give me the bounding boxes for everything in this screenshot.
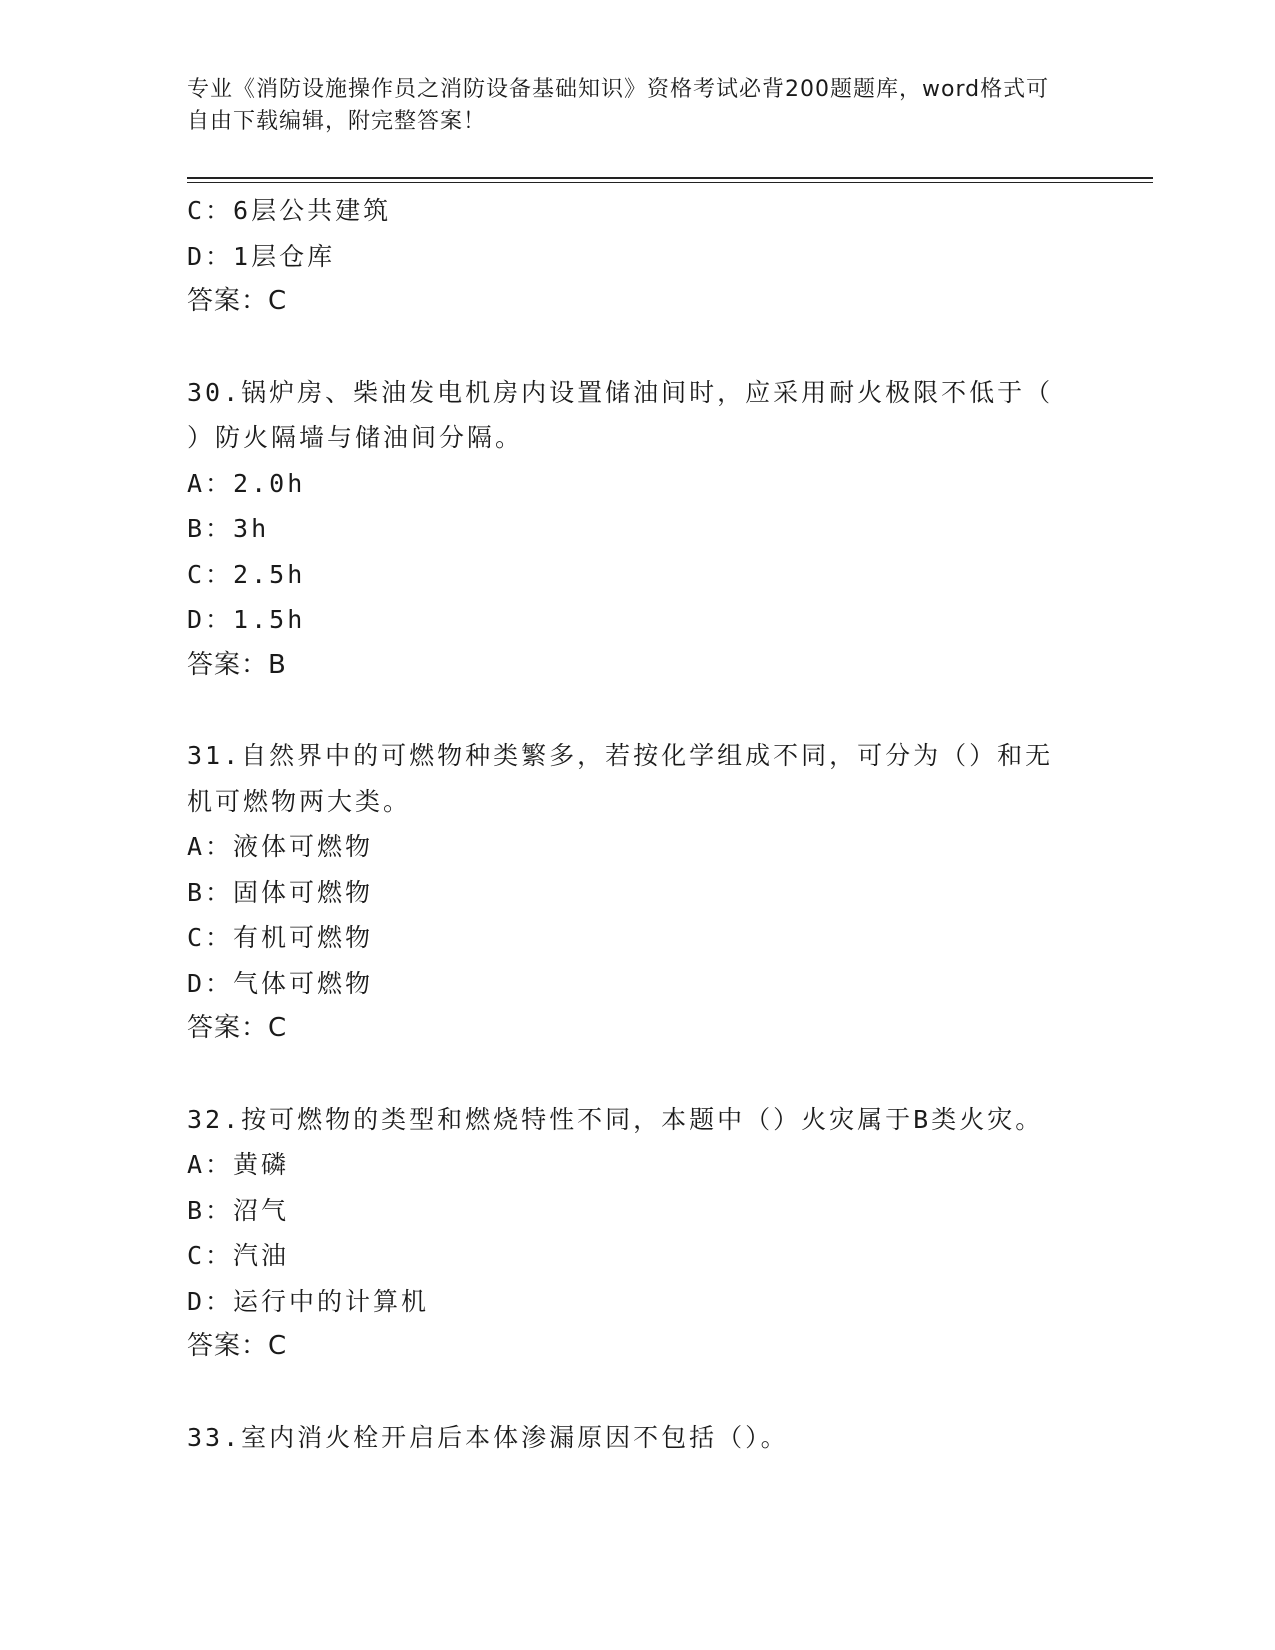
option-d: D：1层仓库: [187, 241, 336, 271]
header-divider: [187, 177, 1153, 179]
option-a: A：2.0h: [187, 468, 306, 498]
question-31: [187, 733, 1087, 1052]
option-a: A：液体可燃物: [187, 832, 374, 861]
option-b: B：3h: [187, 514, 270, 543]
answer-label: 答案：C: [187, 1013, 288, 1043]
option-c: C：有机可燃物: [187, 923, 374, 952]
question-text-cont: 机可燃物两大类。: [187, 786, 412, 816]
header-title: 专业《消防设施操作员之消防设备基础知识》资格考试必背200题题库，word格式可自由下载编辑，附完整答案！: [187, 77, 1050, 134]
option-d: D：气体可燃物: [187, 968, 374, 998]
document-header: [187, 74, 1067, 138]
option-b: B：沼气: [187, 1195, 290, 1225]
question-33: [187, 1415, 1087, 1461]
question-text-cont: ）防火隔墙与储油间分隔。: [187, 423, 524, 452]
option-a: A：黄磷: [187, 1150, 290, 1179]
question-30: [187, 370, 1087, 689]
answer-label: 答案：B: [187, 649, 287, 680]
question-content: [187, 188, 1087, 1460]
question-text: 33.室内消火栓开启后本体渗漏原因不包括（）。: [187, 1422, 789, 1452]
option-d: D：运行中的计算机: [187, 1286, 430, 1316]
question-text: 30.锅炉房、柴油发电机房内设置储油间时，应采用耐火极限不低于（: [187, 377, 1054, 407]
option-b: B：固体可燃物: [187, 877, 374, 907]
header-divider-thin: [187, 182, 1153, 183]
option-c: C：2.5h: [187, 559, 306, 589]
option-c: C：汽油: [187, 1241, 290, 1270]
question-text: 32.按可燃物的类型和燃烧特性不同，本题中（）火灾属于B类火灾。: [187, 1104, 1044, 1134]
option-c: C：6层公共建筑: [187, 196, 392, 225]
option-d: D：1.5h: [187, 605, 306, 634]
question-text: 31.自然界中的可燃物种类繁多，若按化学组成不同，可分为（）和无: [187, 741, 1054, 770]
answer-label: 答案：C: [187, 1331, 288, 1361]
answer-label: 答案：C: [187, 286, 288, 316]
question-32: [187, 1097, 1087, 1370]
